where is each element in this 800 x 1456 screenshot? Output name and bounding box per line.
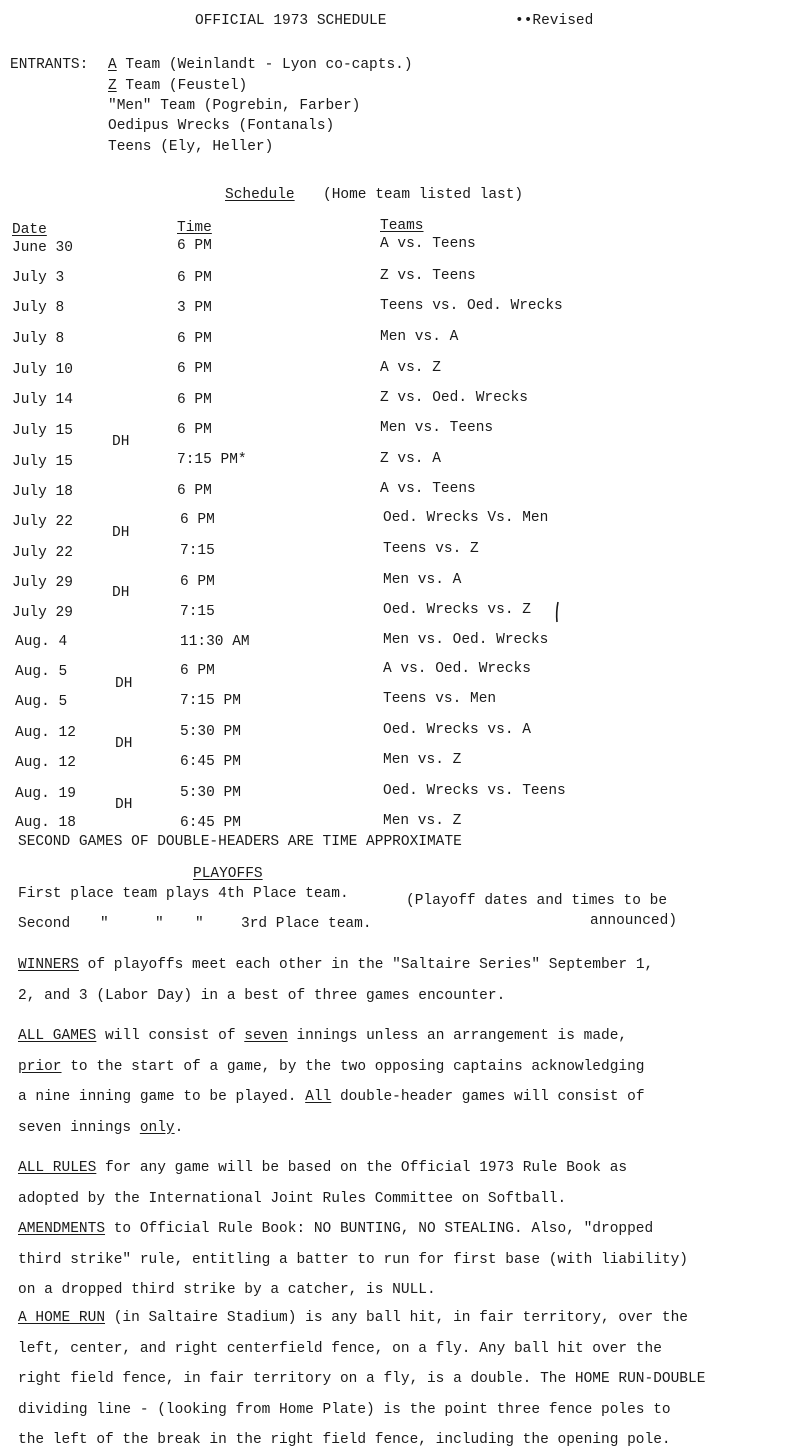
playoffs-note-1: (Playoff dates and times to be: [406, 893, 668, 909]
row-date: July 8: [12, 300, 65, 316]
row-time: 5:30 PM: [180, 785, 241, 801]
row-time: 7:15 PM: [180, 693, 241, 709]
row-time: 6 PM: [177, 238, 212, 254]
entrants-label: ENTRANTS:: [10, 57, 89, 73]
row-time: 7:15: [180, 543, 215, 559]
row-date: July 29: [12, 575, 73, 591]
row-teams: Teens vs. Oed. Wrecks: [380, 298, 563, 314]
row-date: Aug. 12: [15, 755, 76, 771]
row-teams: Teens vs. Men: [383, 691, 497, 707]
row-date: Aug. 5: [15, 664, 68, 680]
all-games-heading: ALL GAMES: [18, 1028, 97, 1044]
row-time: 6 PM: [177, 483, 212, 499]
doubleheader-marker: DH: [115, 797, 133, 813]
all-rules-heading: ALL RULES: [18, 1160, 97, 1176]
playoffs-line-2: Second " " " 3rd Place team.: [18, 916, 372, 932]
playoffs-note-2: announced): [590, 913, 678, 929]
row-date: July 15: [12, 454, 73, 470]
row-time: 6 PM: [177, 422, 212, 438]
schedule-title: Schedule: [225, 187, 295, 203]
row-teams: Men vs. Oed. Wrecks: [383, 632, 549, 648]
row-time: 6 PM: [177, 331, 212, 347]
row-date: June 30: [12, 240, 73, 256]
column-header-date: Date: [12, 222, 47, 238]
column-header-time: Time: [177, 220, 212, 236]
row-date: Aug. 19: [15, 786, 76, 802]
row-time: 5:30 PM: [180, 724, 241, 740]
row-time: 6 PM: [180, 663, 215, 679]
entrant-men: "Men" Team (Pogrebin, Farber): [108, 98, 361, 114]
row-teams: Men vs. A: [383, 572, 462, 588]
amendments-heading: AMENDMENTS: [18, 1221, 106, 1237]
doubleheader-marker: DH: [115, 676, 133, 692]
row-teams: A vs. Teens: [380, 481, 476, 497]
doubleheader-marker: DH: [115, 736, 133, 752]
row-teams: Z vs. Teens: [380, 268, 476, 284]
row-date: Aug. 18: [15, 815, 76, 831]
entrant-teens: Teens (Ely, Heller): [108, 139, 274, 155]
row-date: July 3: [12, 270, 65, 286]
row-teams: Men vs. A: [380, 329, 459, 345]
home-run-paragraph: A HOME RUN (in Saltaire Stadium) is any ball hit, in fair territory, over the left, center, and right centerfield fence, on a fly. Any ball hit over the right field fence, in fair territory on a fly, is a double. The HOME RUN-DOUBLE dividing line - (looking from Home Plate) is the point three fence poles to the left of the break in the right field fence, including the opening pole.: [18, 1310, 706, 1448]
entrant-oedipus: Oedipus Wrecks (Fontanals): [108, 118, 335, 134]
row-time: 6 PM: [180, 574, 215, 590]
row-time: 6:45 PM: [180, 754, 241, 770]
home-run-heading: A HOME RUN: [18, 1310, 106, 1326]
row-time: 6:45 PM: [180, 815, 241, 831]
amendments-paragraph: AMENDMENTS to Official Rule Book: NO BUNTING, NO STEALING. Also, "dropped third strike" rule, entitling a batter to run for first base (with liability) on a dropped third strike by a catcher, is NULL.: [18, 1221, 689, 1298]
row-teams: Oed. Wrecks Vs. Men: [383, 510, 549, 526]
row-time: 7:15 PM*: [177, 452, 247, 468]
winners-heading: WINNERS: [18, 957, 79, 973]
row-teams: Men vs. Teens: [380, 420, 494, 436]
doubleheader-marker: DH: [112, 434, 130, 450]
row-time: 6 PM: [180, 512, 215, 528]
row-time: 3 PM: [177, 300, 212, 316]
row-date: July 10: [12, 362, 73, 378]
row-teams: Men vs. Z: [383, 752, 462, 768]
row-date: July 18: [12, 484, 73, 500]
row-date: July 22: [12, 514, 73, 530]
entrant-z: Z Team (Feustel): [108, 78, 248, 94]
row-date: July 22: [12, 545, 73, 561]
row-teams: Oed. Wrecks vs. A: [383, 722, 531, 738]
winners-paragraph: WINNERS of playoffs meet each other in the "Saltaire Series" September 1, 2, and 3 (Labor Day) in a best of three games encounter.: [18, 957, 654, 1004]
doubleheader-marker: DH: [112, 525, 130, 541]
row-teams: Oed. Wrecks vs. Z: [383, 602, 531, 618]
playoffs-line-1: First place team plays 4th Place team.: [18, 886, 349, 902]
row-date: Aug. 4: [15, 634, 68, 650]
column-header-teams: Teams: [380, 218, 424, 234]
row-teams: Z vs. Oed. Wrecks: [380, 390, 528, 406]
row-teams: A vs. Teens: [380, 236, 476, 252]
all-games-paragraph: ALL GAMES will consist of seven innings unless an arrangement is made, prior to the start of a game, by the two opposing captains acknowledging a nine inning game to be played. All double-header games will consist of seven innings only.: [18, 1028, 645, 1136]
row-time: 7:15: [180, 604, 215, 620]
row-teams: Teens vs. Z: [383, 541, 479, 557]
revised-label: ••Revised: [515, 13, 594, 29]
row-date: July 15: [12, 423, 73, 439]
row-time: 11:30 AM: [180, 634, 250, 650]
entrant-key: Z: [108, 78, 117, 94]
row-teams: A vs. Z: [380, 360, 441, 376]
doubleheader-marker: DH: [112, 585, 130, 601]
row-date: Aug. 5: [15, 694, 68, 710]
row-date: July 14: [12, 392, 73, 408]
row-date: Aug. 12: [15, 725, 76, 741]
row-teams: Z vs. A: [380, 451, 441, 467]
row-teams: Oed. Wrecks vs. Teens: [383, 783, 566, 799]
row-teams: A vs. Oed. Wrecks: [383, 661, 531, 677]
handwritten-mark: [552, 600, 562, 624]
row-teams: Men vs. Z: [383, 813, 462, 829]
row-time: 6 PM: [177, 392, 212, 408]
doubleheader-note: SECOND GAMES OF DOUBLE-HEADERS ARE TIME APPROXIMATE: [18, 834, 462, 850]
row-time: 6 PM: [177, 361, 212, 377]
row-time: 6 PM: [177, 270, 212, 286]
page-title: OFFICIAL 1973 SCHEDULE: [195, 13, 387, 29]
row-date: July 29: [12, 605, 73, 621]
row-date: July 8: [12, 331, 65, 347]
entrant-a: A Team (Weinlandt - Lyon co-capts.): [108, 57, 413, 73]
entrant-key: A: [108, 57, 117, 73]
schedule-subtitle: (Home team listed last): [323, 187, 524, 203]
all-rules-paragraph: ALL RULES for any game will be based on the Official 1973 Rule Book as adopted by the International Joint Rules Committee on Softball.: [18, 1160, 628, 1207]
playoffs-title: PLAYOFFS: [193, 866, 263, 882]
